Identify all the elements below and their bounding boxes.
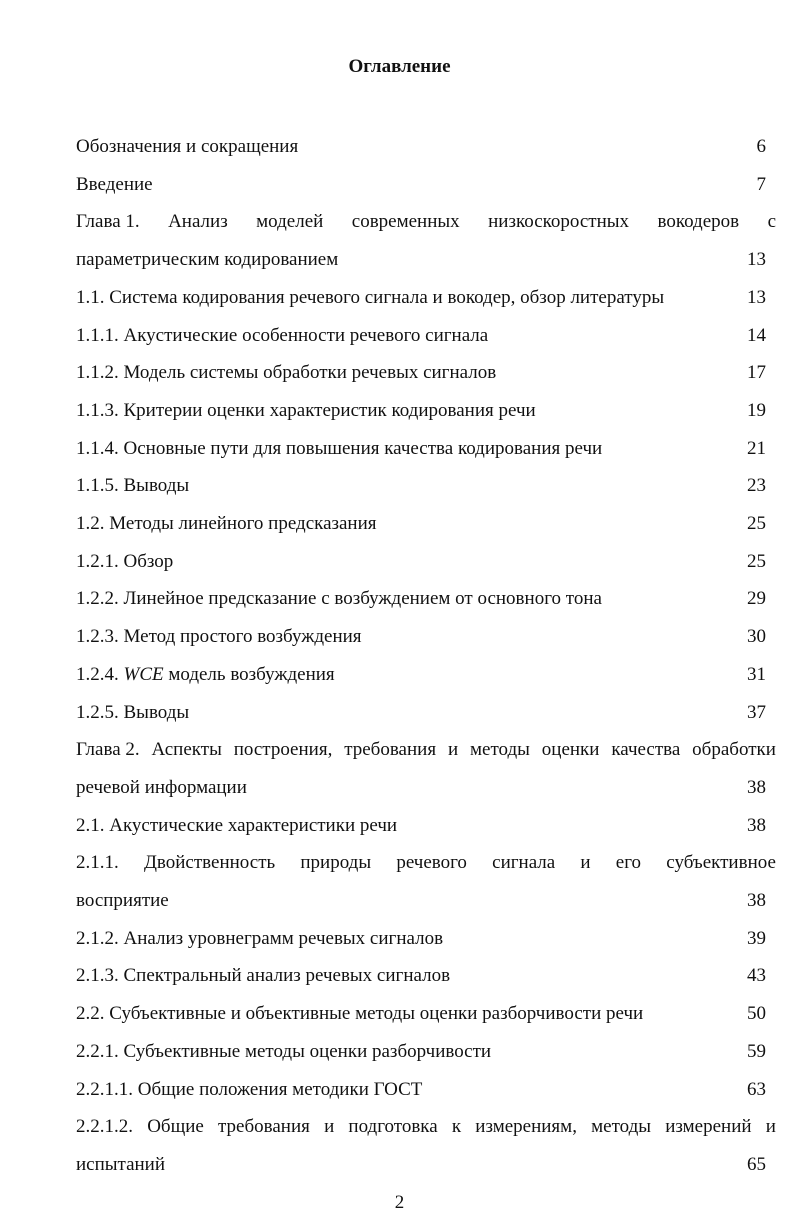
toc-entry [76, 928, 776, 952]
toc-entry-text: 1.2.2. Линейное предсказание с возбуждением от основного тона [76, 588, 602, 610]
toc-word: методы [591, 1116, 652, 1138]
toc-word: 2.2.1.2. [76, 1116, 133, 1138]
toc-word: современных [351, 211, 460, 233]
toc-page-number: 37 [747, 701, 766, 723]
toc-entry [76, 890, 776, 914]
toc-entry [76, 777, 776, 801]
toc-page-number: 63 [747, 1078, 766, 1100]
toc-page-number: 23 [747, 475, 766, 497]
toc-entry-line [76, 739, 776, 763]
toc-word: оценки [541, 739, 600, 761]
toc-page-number: 38 [747, 814, 766, 836]
toc-page-number: 29 [747, 588, 766, 610]
toc-word: вокодеров [657, 211, 740, 233]
toc-entry-text: 2.2.1.1. Общие положения методики ГОСТ [76, 1078, 423, 1100]
toc-word: с [767, 211, 776, 233]
toc-word: Глава 1. [76, 211, 140, 233]
toc-entry-text: 1.1.1. Акустические особенности речевого сигнала [76, 324, 489, 346]
toc-page-number: 38 [747, 890, 766, 911]
toc-entry-text: речевой информации [76, 776, 247, 798]
toc-word: требования [218, 1116, 310, 1138]
toc-entry [76, 588, 776, 612]
toc-entry-line [76, 852, 776, 876]
toc-entry-text: Обозначения и сокращения [76, 136, 299, 157]
toc-page-number: 14 [747, 324, 766, 346]
toc-entry-text: 1.1.4. Основные пути для повышения качества кодирования речи [76, 437, 603, 459]
toc-word: Общие [147, 1116, 204, 1138]
toc-entry [76, 664, 776, 688]
toc-entry [76, 249, 776, 273]
toc-entry-text: 1.2.1. Обзор [76, 550, 174, 572]
toc-entry-text: 1.1.5. Выводы [76, 475, 190, 497]
toc-word: природы [300, 852, 372, 874]
toc-page-number: 30 [747, 626, 766, 648]
toc-word: методы [470, 739, 530, 761]
toc-word: и [447, 739, 459, 761]
toc-word: Глава 2. [76, 739, 140, 761]
toc-entry-text: 1.2. Методы линейного предсказания [76, 513, 377, 534]
toc-entry [76, 400, 776, 424]
toc-page-number: 13 [747, 286, 766, 308]
toc-entry [76, 1154, 776, 1178]
toc-page-number: 21 [747, 437, 766, 459]
toc-entry-text: 1.2.5. Выводы [76, 701, 190, 723]
toc-page-number: 7 [756, 173, 766, 195]
toc-word: к [451, 1116, 462, 1138]
toc-word: речевого [396, 852, 467, 874]
toc-page-number: 19 [747, 399, 766, 421]
toc-word: низкоскоростных [488, 211, 630, 233]
toc-word: измерений [665, 1116, 752, 1138]
toc-page-number: 17 [747, 362, 766, 384]
toc-word: и [324, 1116, 335, 1138]
toc-entry-text: Введение [76, 173, 153, 195]
toc-entry [76, 174, 776, 198]
toc-entry [76, 965, 776, 989]
toc-entry-text: испытаний [76, 1153, 166, 1175]
toc-entry-text: 2.2. Субъективные и объективные методы оценки разборчивости речи [76, 1003, 644, 1025]
toc-entry-prefix: 1.2.4. [76, 663, 124, 685]
toc-entry [76, 1003, 776, 1027]
toc-word: построения, [233, 739, 333, 761]
toc-entry-text: 1.1.3. Критерии оценки характеристик кодирования речи [76, 399, 536, 421]
toc-page-number: 13 [747, 249, 766, 271]
toc-entry-text: параметрическим кодированием [76, 249, 339, 271]
toc-entry-line [76, 1116, 776, 1140]
toc-entry-text: 1.1.2. Модель системы обработки речевых сигналов [76, 362, 497, 384]
toc-entry [76, 815, 776, 839]
toc-entry [76, 136, 776, 160]
toc-word: и [580, 852, 591, 874]
toc-word: субъективное [666, 852, 776, 874]
toc-entry-text: 2.2.1. Субъективные методы оценки разборчивости [76, 1040, 492, 1062]
page-title: Оглавление [348, 56, 451, 77]
toc-entry [76, 438, 776, 462]
toc-entry-text: 2.1.2. Анализ уровнеграмм речевых сигналов [76, 927, 444, 949]
toc-entry-text: 1.2.3. Метод простого возбуждения [76, 626, 362, 648]
toc-entry [76, 362, 776, 386]
toc-entry [76, 1079, 776, 1103]
toc-page-number: 6 [756, 136, 766, 157]
toc-entry-emphasis: WCE [123, 663, 164, 685]
toc-entry [76, 325, 776, 349]
toc-word: моделей [256, 211, 324, 233]
toc-word: Двойственность [143, 852, 276, 874]
toc-word: его [615, 852, 642, 874]
toc-word: Анализ [168, 211, 228, 233]
toc-page-number: 25 [747, 513, 766, 534]
toc-entry-text [76, 664, 335, 686]
toc-page-number: 50 [747, 1003, 766, 1025]
toc-word: сигнала [492, 852, 556, 874]
toc-page-number: 38 [747, 776, 766, 798]
page-number: 2 [394, 1192, 405, 1213]
toc-entry-line [76, 211, 776, 235]
toc-entry [76, 1041, 776, 1065]
toc-entry [76, 475, 776, 499]
toc-page-number: 65 [747, 1153, 766, 1175]
toc-word: 2.1.1. [76, 852, 119, 874]
toc-page-number: 43 [747, 965, 766, 987]
toc-word: и [765, 1116, 776, 1138]
toc-word: требования [344, 739, 437, 761]
toc-page-number: 59 [747, 1040, 766, 1062]
toc-entry [76, 513, 776, 537]
toc-entry-suffix: модель возбуждения [163, 663, 335, 685]
toc-entry-text: 2.1. Акустические характеристики речи [76, 814, 398, 836]
toc-entry-text: восприятие [76, 890, 169, 911]
toc-page-number: 25 [747, 550, 766, 572]
toc-entry [76, 626, 776, 650]
toc-word: подготовка [348, 1116, 438, 1138]
toc-entry-text: 2.1.3. Спектральный анализ речевых сигналов [76, 965, 451, 987]
toc-entry [76, 702, 776, 726]
toc-entry [76, 287, 776, 311]
toc-word: Аспекты [151, 739, 222, 761]
toc-entry-text: 1.1. Система кодирования речевого сигнала и вокодер, обзор литературы [76, 286, 665, 308]
toc-word: обработки [692, 739, 776, 761]
toc-word: качества [611, 739, 681, 761]
toc-word: измерениям, [475, 1116, 577, 1138]
toc-page-number: 39 [747, 927, 766, 949]
toc-entry [76, 551, 776, 575]
toc-page-number: 31 [747, 663, 766, 685]
